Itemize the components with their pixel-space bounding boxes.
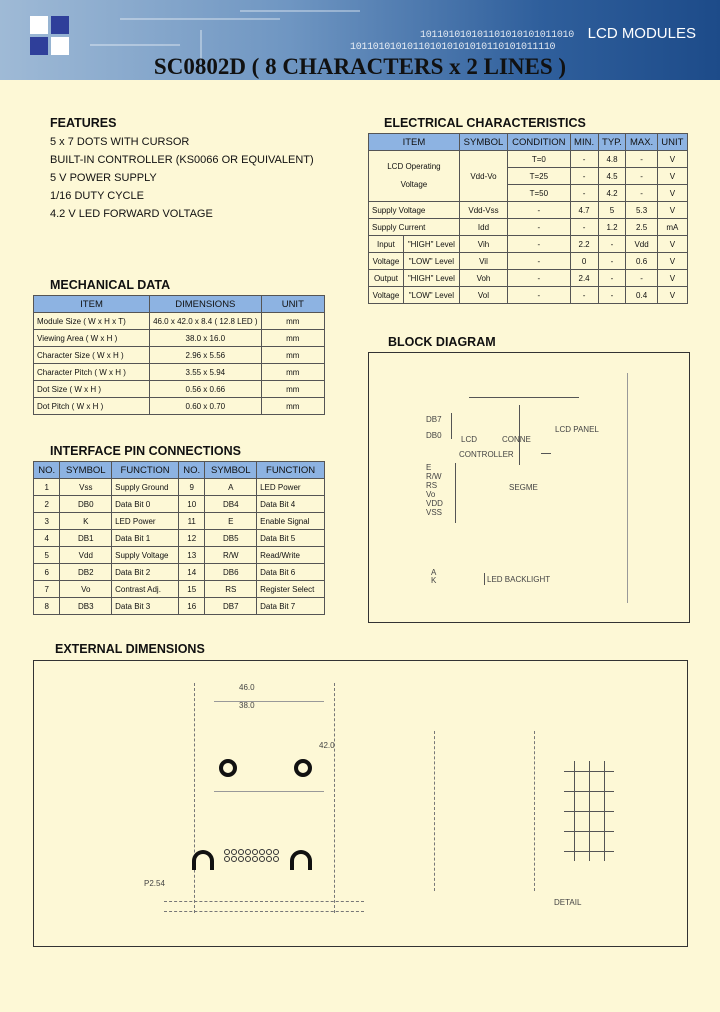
dimension-label: 42.0 [319, 741, 335, 750]
column-header: NO. [34, 462, 60, 479]
table-cell: T=0 [508, 151, 570, 168]
connector-pin [245, 849, 251, 855]
table-row [34, 598, 325, 615]
table-cell: 46.0 x 42.0 x 8.4 ( 12.8 LED ) [150, 313, 262, 330]
table-cell: V [657, 168, 687, 185]
company-logo [30, 16, 70, 56]
mounting-hole [294, 759, 312, 777]
pin-table [33, 461, 325, 615]
table-cell: - [508, 202, 570, 219]
table-cell: Vdd-Vss [459, 202, 507, 219]
table-row [34, 496, 325, 513]
table-cell: Vol [459, 287, 507, 304]
table-cell: mm [261, 398, 324, 415]
table-cell: mm [261, 347, 324, 364]
table-cell: 9 [179, 479, 205, 496]
table-cell: DB6 [205, 564, 257, 581]
table-header-row [369, 134, 688, 151]
table-cell: 8 [34, 598, 60, 615]
block-label: LED BACKLIGHT [487, 575, 551, 584]
table-cell: 2.5 [626, 219, 657, 236]
column-header: FUNCTION [257, 462, 325, 479]
connector-pin [245, 856, 251, 862]
table-cell: Dot Pitch ( W x H ) [34, 398, 150, 415]
table-cell: 0.4 [626, 287, 657, 304]
column-header: UNIT [657, 134, 687, 151]
connector-pin [252, 856, 258, 862]
block-label: SEGME [509, 483, 538, 492]
table-row [369, 151, 688, 168]
table-cell: 7 [34, 581, 60, 598]
electrical-table [368, 133, 688, 304]
table-cell: 38.0 x 16.0 [150, 330, 262, 347]
table-cell: - [626, 151, 657, 168]
table-cell: A [205, 479, 257, 496]
table-cell: Output [369, 270, 404, 287]
table-cell-line: Voltage [400, 180, 428, 189]
table-cell: DB2 [60, 564, 112, 581]
table-cell: - [598, 287, 626, 304]
signal-label: E [426, 463, 432, 472]
table-cell: Voltage [369, 287, 404, 304]
table-header-row [34, 462, 325, 479]
detail-label: DETAIL [554, 898, 582, 907]
table-cell: Dot Size ( W x H ) [34, 381, 150, 398]
diagram-line [469, 397, 579, 398]
dimension-label: 46.0 [239, 683, 255, 692]
column-header: SYMBOL [60, 462, 112, 479]
table-cell: mm [261, 364, 324, 381]
signal-label: A [431, 568, 437, 577]
table-cell: V [657, 270, 687, 287]
table-cell: - [570, 219, 598, 236]
table-cell: 0.6 [626, 253, 657, 270]
table-cell: - [598, 270, 626, 287]
pin-table-body [34, 479, 325, 615]
table-cell: Read/Write [257, 547, 325, 564]
connector-pin [231, 849, 237, 855]
column-header: SYMBOL [205, 462, 257, 479]
diagram-line [484, 573, 485, 585]
bus-bracket [451, 413, 452, 439]
column-header: SYMBOL [459, 134, 507, 151]
outline-line [214, 701, 324, 702]
signal-label: RS [426, 481, 438, 490]
connector-pin [273, 856, 279, 862]
table-row [34, 547, 325, 564]
table-row [34, 330, 325, 347]
table-cell: 2.96 x 5.56 [150, 347, 262, 364]
signal-label: Vo [426, 490, 436, 499]
dimension-line [334, 683, 335, 913]
table-cell: Data Bit 6 [257, 564, 325, 581]
table-cell: Vdd [60, 547, 112, 564]
table-cell: Viewing Area ( W x H ) [34, 330, 150, 347]
mounting-notch [290, 850, 312, 870]
table-cell: - [626, 185, 657, 202]
table-cell: 0.56 x 0.66 [150, 381, 262, 398]
table-cell: Data Bit 0 [112, 496, 179, 513]
circuit-trace [90, 44, 180, 46]
signal-label: DB7 [426, 415, 442, 424]
column-header: MIN. [570, 134, 598, 151]
table-cell: Contrast Adj. [112, 581, 179, 598]
table-cell: V [657, 253, 687, 270]
table-cell: Input [369, 236, 404, 253]
table-cell: LED Power [257, 479, 325, 496]
column-header: FUNCTION [112, 462, 179, 479]
table-cell: Vo [60, 581, 112, 598]
table-cell: DB5 [205, 530, 257, 547]
signal-label: VDD [426, 499, 443, 508]
column-header: NO. [179, 462, 205, 479]
table-cell: Data Bit 4 [257, 496, 325, 513]
table-cell: 14 [179, 564, 205, 581]
table-cell: RS [205, 581, 257, 598]
column-header: MAX. [626, 134, 657, 151]
table-cell: 13 [179, 547, 205, 564]
table-cell: Supply Voltage [112, 547, 179, 564]
dimension-label: P2.54 [144, 879, 165, 888]
table-cell: 2 [34, 496, 60, 513]
table-cell: V [657, 185, 687, 202]
dimension-label: 38.0 [239, 701, 255, 710]
connector-pin [259, 856, 265, 862]
connector-pin [266, 849, 272, 855]
table-row [34, 364, 325, 381]
feature-item: 5 V POWER SUPPLY [50, 172, 157, 184]
block-label: CONTROLLER [459, 450, 514, 459]
brand-label: LCD MODULES [587, 25, 696, 42]
block-label: CONNE [502, 435, 531, 444]
table-cell: - [570, 287, 598, 304]
table-cell: Idd [459, 219, 507, 236]
dimension-line [194, 683, 195, 913]
dimension-line [534, 731, 535, 891]
block-diagram-heading: BLOCK DIAGRAM [388, 335, 496, 349]
binary-strip: 101101010101101010101011010 [420, 30, 574, 41]
block-diagram [368, 352, 690, 623]
table-cell: V [657, 287, 687, 304]
table-cell: V [657, 151, 687, 168]
table-cell: T=25 [508, 168, 570, 185]
table-cell: 5 [598, 202, 626, 219]
circuit-trace [120, 18, 280, 20]
feature-item: 5 x 7 DOTS WITH CURSOR [50, 136, 190, 148]
table-cell: Enable Signal [257, 513, 325, 530]
connector-pin [224, 849, 230, 855]
table-cell: DB0 [60, 496, 112, 513]
table-cell-line: LCD Operating [387, 162, 441, 171]
electrical-heading: ELECTRICAL CHARACTERISTICS [384, 116, 586, 130]
table-cell: - [508, 287, 570, 304]
table-cell: Vil [459, 253, 507, 270]
connector-pin [231, 856, 237, 862]
table-cell: Vdd [626, 236, 657, 253]
diagram-line [627, 373, 628, 603]
detail-grid [589, 761, 590, 861]
table-cell: mm [261, 313, 324, 330]
table-cell: Vih [459, 236, 507, 253]
table-cell: 3 [34, 513, 60, 530]
detail-grid [574, 761, 575, 861]
table-cell: mA [657, 219, 687, 236]
table-cell: 1 [34, 479, 60, 496]
table-row [369, 253, 688, 270]
table-cell: K [60, 513, 112, 530]
features-heading: FEATURES [50, 116, 117, 130]
feature-item: 1/16 DUTY CYCLE [50, 190, 144, 202]
table-row [34, 513, 325, 530]
table-cell: Character Size ( W x H ) [34, 347, 150, 364]
table-cell: 11 [179, 513, 205, 530]
table-cell: - [570, 185, 598, 202]
table-row [34, 398, 325, 415]
table-cell: 4.7 [570, 202, 598, 219]
circuit-trace [240, 10, 360, 12]
signal-label: K [431, 576, 437, 585]
table-cell: LED Power [112, 513, 179, 530]
table-cell: Vss [60, 479, 112, 496]
table-cell: Supply Voltage [369, 202, 460, 219]
dimension-line [434, 731, 435, 891]
table-row [34, 581, 325, 598]
column-header: DIMENSIONS [150, 296, 262, 313]
table-cell: 2.4 [570, 270, 598, 287]
table-cell: DB1 [60, 530, 112, 547]
table-row [34, 313, 325, 330]
column-header: CONDITION [508, 134, 570, 151]
connector-pin [259, 849, 265, 855]
table-cell: - [508, 270, 570, 287]
signal-label: VSS [426, 508, 443, 517]
table-cell: - [570, 168, 598, 185]
table-cell: 6 [34, 564, 60, 581]
mounting-hole [219, 759, 237, 777]
signal-bus [455, 463, 456, 523]
interface-heading: INTERFACE PIN CONNECTIONS [50, 444, 241, 458]
table-cell: - [626, 168, 657, 185]
table-cell: Data Bit 7 [257, 598, 325, 615]
table-cell: Supply Ground [112, 479, 179, 496]
column-header: UNIT [261, 296, 324, 313]
outline-line [214, 791, 324, 792]
table-cell: Module Size ( W x H x T) [34, 313, 150, 330]
table-cell: V [657, 236, 687, 253]
mechanical-heading: MECHANICAL DATA [50, 278, 171, 292]
table-cell: Voltage [369, 253, 404, 270]
table-cell: Data Bit 5 [257, 530, 325, 547]
table-cell: - [508, 253, 570, 270]
external-dimensions-drawing [33, 660, 688, 947]
table-cell: 15 [179, 581, 205, 598]
table-cell: 12 [179, 530, 205, 547]
table-cell: 4.5 [598, 168, 626, 185]
table-cell: 5 [34, 547, 60, 564]
table-cell: - [570, 151, 598, 168]
table-cell: V [657, 202, 687, 219]
connector-pin [266, 856, 272, 862]
table-row [34, 479, 325, 496]
table-cell: "LOW" Level [403, 287, 459, 304]
connector-pin [238, 849, 244, 855]
column-header: ITEM [369, 134, 460, 151]
table-cell: 16 [179, 598, 205, 615]
table-row [34, 530, 325, 547]
table-cell: 0 [570, 253, 598, 270]
page-title: SC0802D ( 8 CHARACTERS x 2 LINES ) [153, 54, 567, 79]
table-cell: 2.2 [570, 236, 598, 253]
table-cell: Voh [459, 270, 507, 287]
table-cell: Data Bit 1 [112, 530, 179, 547]
external-dimensions-heading: EXTERNAL DIMENSIONS [55, 642, 205, 656]
table-cell: 4 [34, 530, 60, 547]
dimension-line [164, 901, 364, 902]
table-cell: Vdd-Vo [459, 151, 507, 202]
column-header: ITEM [34, 296, 150, 313]
feature-item: BUILT-IN CONTROLLER (KS0066 OR EQUIVALENT) [50, 154, 314, 166]
table-cell [369, 151, 460, 202]
table-cell: - [598, 253, 626, 270]
table-cell: - [598, 236, 626, 253]
table-cell: "HIGH" Level [403, 270, 459, 287]
connector-pin [273, 849, 279, 855]
table-row [34, 347, 325, 364]
table-cell: - [508, 236, 570, 253]
diagram-line [541, 453, 551, 454]
table-cell: Supply Current [369, 219, 460, 236]
table-cell: mm [261, 381, 324, 398]
table-cell: 1.2 [598, 219, 626, 236]
table-cell: 3.55 x 5.94 [150, 364, 262, 381]
binary-strip: 101101010101101010101010110101011110 [350, 42, 556, 53]
table-cell: "HIGH" Level [403, 236, 459, 253]
table-row [369, 287, 688, 304]
table-row [369, 202, 688, 219]
table-cell: 4.2 [598, 185, 626, 202]
table-cell: R/W [205, 547, 257, 564]
table-cell: - [626, 270, 657, 287]
table-cell: Data Bit 3 [112, 598, 179, 615]
table-row [34, 381, 325, 398]
block-label: LCD [461, 435, 478, 444]
block-label: LCD PANEL [555, 425, 599, 434]
table-cell: DB4 [205, 496, 257, 513]
table-row [369, 219, 688, 236]
signal-label: R/W [426, 472, 442, 481]
detail-grid [604, 761, 605, 861]
table-row [34, 564, 325, 581]
table-cell: DB7 [205, 598, 257, 615]
table-cell: 5.3 [626, 202, 657, 219]
table-header-row [34, 296, 325, 313]
feature-item: 4.2 V LED FORWARD VOLTAGE [50, 208, 213, 220]
table-cell: Character Pitch ( W x H ) [34, 364, 150, 381]
dimension-line [164, 911, 364, 912]
table-row [369, 236, 688, 253]
mounting-notch [192, 850, 214, 870]
table-cell: Data Bit 2 [112, 564, 179, 581]
table-cell: 0.60 x 0.70 [150, 398, 262, 415]
signal-label: DB0 [426, 431, 442, 440]
table-cell: Register Select [257, 581, 325, 598]
table-cell: DB3 [60, 598, 112, 615]
table-cell: 10 [179, 496, 205, 513]
connector-pin [238, 856, 244, 862]
table-cell: - [508, 219, 570, 236]
table-cell: 4.8 [598, 151, 626, 168]
table-cell: mm [261, 330, 324, 347]
mechanical-table [33, 295, 325, 415]
connector-pin [252, 849, 258, 855]
table-row [369, 270, 688, 287]
connector-pin [224, 856, 230, 862]
table-cell: E [205, 513, 257, 530]
table-cell: "LOW" Level [403, 253, 459, 270]
column-header: TYP. [598, 134, 626, 151]
table-cell: T=50 [508, 185, 570, 202]
